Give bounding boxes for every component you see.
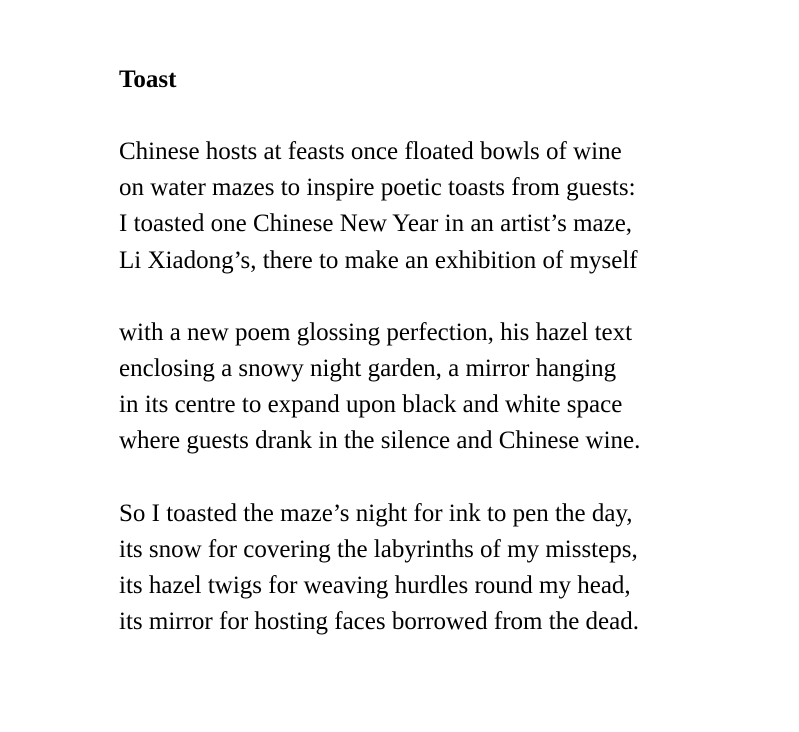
poem-line: where guests drank in the silence and Chinese wine. (119, 427, 641, 455)
poem-line: with a new poem glossing perfection, his hazel text (119, 318, 633, 346)
poem (119, 62, 779, 640)
poem-title: Toast (119, 66, 177, 93)
poem-line: Li Xiadong’s, there to make an exhibition of myself (119, 246, 638, 274)
stanza-3 (119, 496, 779, 641)
poem-line: I toasted one Chinese New Year in an artist’s maze, (119, 210, 633, 238)
poem-line: its mirror for hosting faces borrowed from the dead. (119, 608, 639, 636)
poem-line: in its centre to expand upon black and white space (119, 391, 623, 419)
stanza-1 (119, 134, 779, 279)
poem-line: Chinese hosts at feasts once floated bowls of wine (119, 138, 622, 165)
poem-line: So I toasted the maze’s night for ink to pen the day, (119, 499, 633, 527)
stanza-2 (119, 315, 779, 460)
poem-line: its snow for covering the labyrinths of my missteps, (119, 535, 638, 563)
poem-line: on water mazes to inspire poetic toasts from guests: (119, 174, 636, 202)
poem-line: enclosing a snowy night garden, a mirror hanging (119, 354, 617, 382)
poem-line: its hazel twigs for weaving hurdles round my head, (119, 571, 631, 599)
